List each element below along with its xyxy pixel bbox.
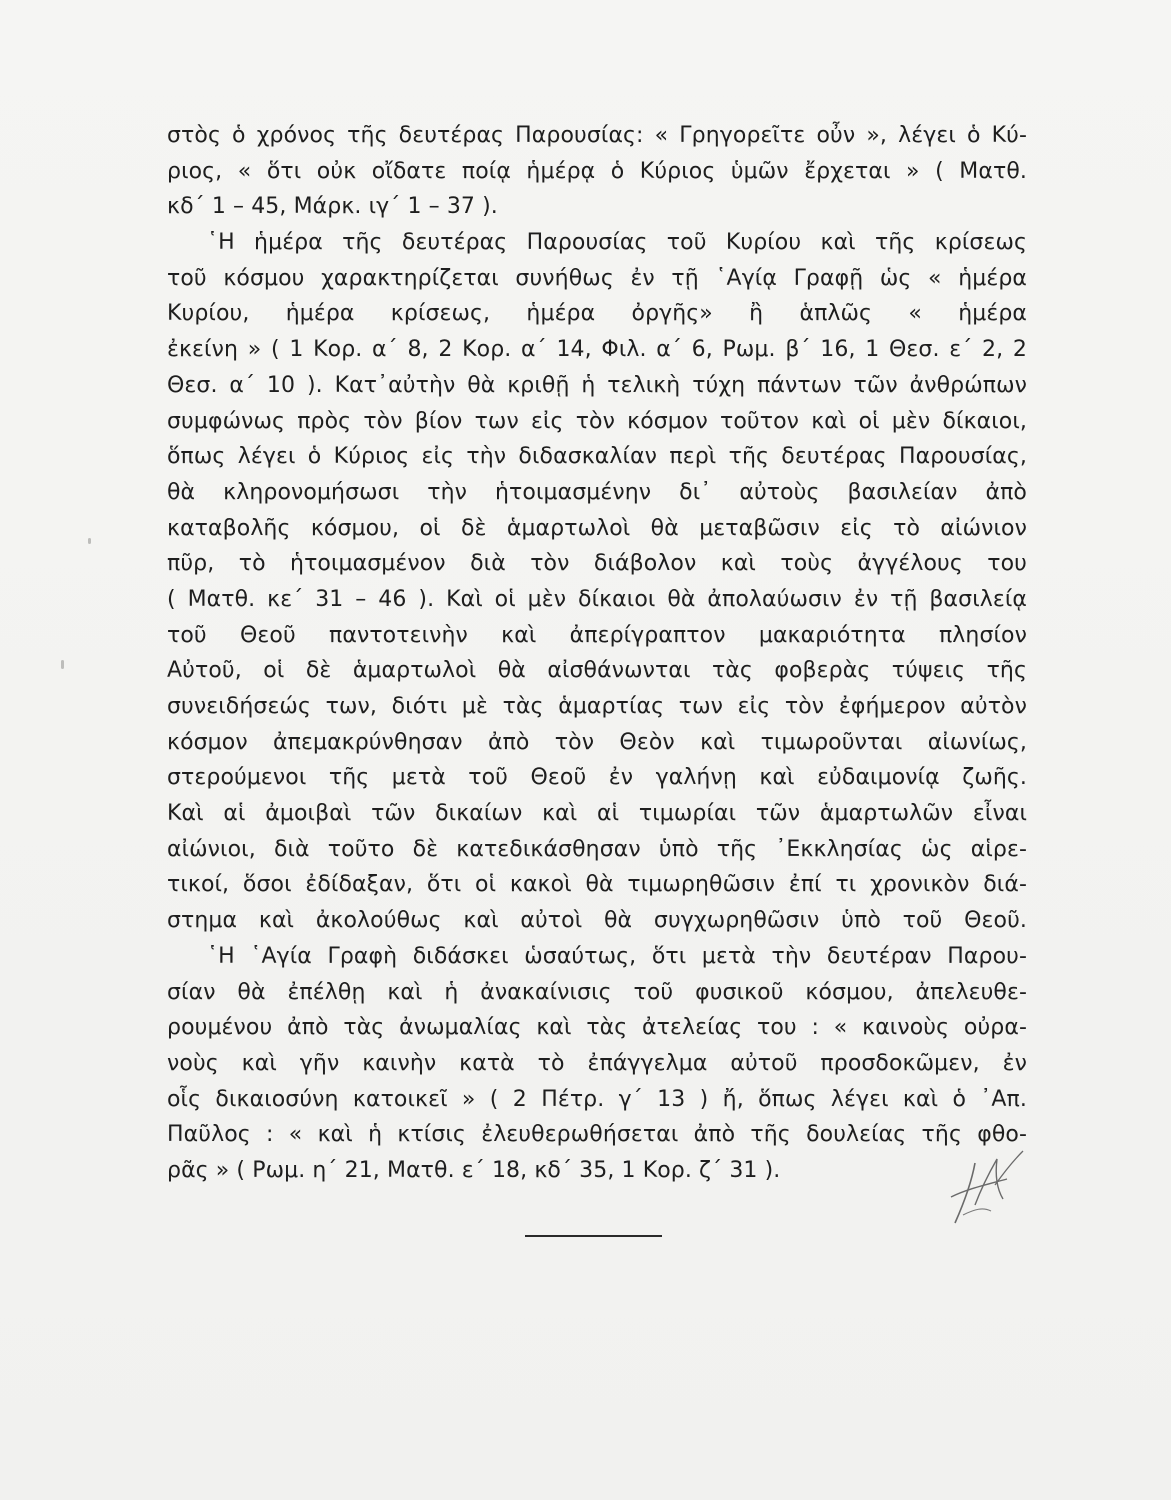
- body-text: [167, 118, 1027, 1189]
- text-line: ρᾶς » ( Ρωμ. η΄ 21, Ματθ. ε΄ 18, κδ΄ 35, 1 Κορ. ζ΄ 31 ).: [167, 1157, 781, 1183]
- text-line: Αὐτοῦ, οἱ δὲ ἁμαρτωλοὶ θὰ αἰσθάνωνται τὰς φοβερὰς τύψεις τῆς: [167, 658, 1027, 684]
- paper-speck: [61, 660, 64, 669]
- text-line: τοῦ Θεοῦ παντοτεινὴν καὶ ἀπερίγραπτον μακαριότητα πλησίον: [167, 622, 1027, 648]
- text-line: κόσμον ἀπεμακρύνθησαν ἀπὸ τὸν Θεὸν καὶ τιμωροῦνται αἰωνίως,: [167, 729, 1027, 755]
- text-line: θὰ κληρονομήσωσι τὴν ἡτοιμασμένην δι᾿ αὐτοὺς βασιλείαν ἀπὸ: [167, 479, 1027, 505]
- text-line: συνειδήσεώς των, διότι μὲ τὰς ἁμαρτίας των εἰς τὸν ἐφήμερον αὐτὸν: [167, 694, 1027, 719]
- text-line: ρουμένου ἀπὸ τὰς ἀνωμαλίας καὶ τὰς ἀτελείας του : « καινοὺς οὐρα-: [167, 1015, 1027, 1041]
- text-line: Κυρίου, ἡμέρα κρίσεως, ἡμέρα ὀργῆς» ἢ ἁπλῶς « ἡμέρα: [167, 301, 1027, 327]
- paper-speck: [88, 538, 91, 544]
- text-line: στημα καὶ ἀκολούθως καὶ αὐτοὶ θὰ συγχωρηθῶσιν ὑπὸ τοῦ Θεοῦ.: [167, 908, 1027, 934]
- text-line: συμφώνως πρὸς τὸν βίον των εἰς τὸν κόσμον τοῦτον καὶ οἱ μὲν δίκαιοι,: [167, 408, 1027, 434]
- text-line: τοῦ κόσμου χαρακτηρίζεται συνήθως ἐν τῇ ῾Αγίᾳ Γραφῇ ὡς « ἡμέρα: [167, 265, 1027, 291]
- text-line: ὅπως λέγει ὁ Κύριος εἰς τὴν διδασκαλίαν περὶ τῆς δευτέρας Παρουσίας,: [167, 444, 1027, 470]
- text-line: πῦρ, τὸ ἡτοιμασμένον διὰ τὸν διάβολον καὶ τοὺς ἀγγέλους του: [167, 551, 1027, 577]
- text-line: Θεσ. α΄ 10 ). Κατ᾿αὐτὴν θὰ κριθῇ ἡ τελικὴ τύχη πάντων τῶν ἀνθρώπων: [167, 372, 1027, 398]
- text-line: αἰώνιοι, διὰ τοῦτο δὲ κατεδικάσθησαν ὑπὸ τῆς ᾿Εκκλησίας ὡς αἱρε-: [167, 836, 1027, 862]
- text-line: ( Ματθ. κε΄ 31 – 46 ). Καὶ οἱ μὲν δίκαιοι θὰ ἀπολαύωσιν ἐν τῇ βασιλείᾳ: [167, 586, 1027, 612]
- text-line: στὸς ὁ χρόνος τῆς δευτέρας Παρουσίας: « Γρηγορεῖτε οὖν », λέγει ὁ Κύ-: [167, 123, 1027, 148]
- text-line: καταβολῆς κόσμου, οἱ δὲ ἁμαρτωλοὶ θὰ μεταβῶσιν εἰς τὸ αἰώνιον: [167, 515, 1027, 541]
- text-line: ἐκείνη » ( 1 Κορ. α΄ 8, 2 Κορ. α΄ 14, Φιλ. α΄ 6, Ρωμ. β΄ 16, 1 Θεσ. ε΄ 2, 2: [167, 337, 1027, 363]
- text-line: Παῦλος : « καὶ ἡ κτίσις ἐλευθερωθήσεται ἀπὸ τῆς δουλείας τῆς φθο-: [167, 1122, 1027, 1148]
- handwritten-signature-icon: [945, 1145, 1025, 1230]
- text-line: τικοί, ὅσοι ἐδίδαξαν, ὅτι οἱ κακοὶ θὰ τιμωρηθῶσιν ἐπί τι χρονικὸν διά-: [167, 872, 1027, 898]
- text-line: νοὺς καὶ γῆν καινὴν κατὰ τὸ ἐπάγγελμα αὐτοῦ προσδοκῶμεν, ἐν: [167, 1050, 1027, 1076]
- text-line: ῾Η ῾Αγία Γραφὴ διδάσκει ὡσαύτως, ὅτι μετὰ τὴν δευτέραν Παρου-: [207, 943, 1027, 969]
- section-divider-rule: [525, 1235, 662, 1237]
- text-line: σίαν θὰ ἐπέλθῃ καὶ ἡ ἀνακαίνισις τοῦ φυσικοῦ κόσμου, ἀπελευθε-: [167, 979, 1027, 1005]
- text-line: κδ΄ 1 – 45, Μάρκ. ιγ΄ 1 – 37 ).: [167, 194, 498, 220]
- text-line: στερούμενοι τῆς μετὰ τοῦ Θεοῦ ἐν γαλήνῃ καὶ εὐδαιμονίᾳ ζωῆς.: [167, 765, 1027, 791]
- text-line: Καὶ αἱ ἀμοιβαὶ τῶν δικαίων καὶ αἱ τιμωρίαι τῶν ἁμαρτωλῶν εἶναι: [167, 801, 1027, 827]
- text-line: ριος, « ὅτι οὐκ οἴδατε ποίᾳ ἡμέρᾳ ὁ Κύριος ὑμῶν ἔρχεται » ( Ματθ.: [167, 158, 1027, 184]
- text-line: οἷς δικαιοσύνη κατοικεῖ » ( 2 Πέτρ. γ΄ 13 ) ἤ, ὅπως λέγει καὶ ὁ ᾿Απ.: [167, 1086, 1027, 1112]
- text-line: ῾Η ἡμέρα τῆς δευτέρας Παρουσίας τοῦ Κυρίου καὶ τῆς κρίσεως: [207, 230, 1027, 256]
